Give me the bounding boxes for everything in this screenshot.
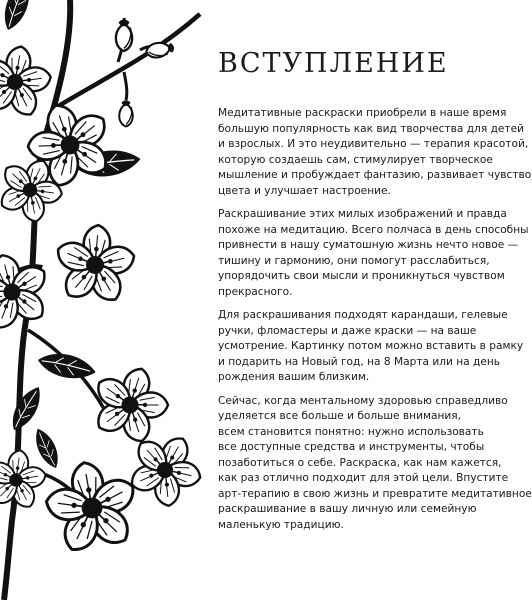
text-line: рождения вашим близким. (218, 371, 370, 383)
paragraph-4 (218, 394, 532, 534)
text-line: похоже на медитацию. Всего полчаса в день способны (218, 223, 529, 236)
text-line: Сейчас, когда ментальному здоровью справедливо (218, 394, 508, 407)
paragraph-1 (218, 106, 532, 199)
text-line: большую популярность как вид творчества для детей (218, 122, 524, 135)
blossom-branch-illustration (0, 0, 205, 600)
body-text (218, 106, 532, 541)
text-line: и подарить на Новый год, на 8 Марта или на день (218, 355, 501, 368)
text-line: тишину и гармонию, они помогут расслабиться, (218, 254, 490, 267)
text-line: упорядочить свои мысли и проникнуться чувством (218, 270, 505, 282)
text-line: Медитативные раскраски приобрели в наше время (218, 107, 507, 119)
page-title: ВСТУПЛЕНИЕ (218, 48, 449, 79)
text-line: уделяется все больше и больше внимания, (218, 410, 462, 422)
text-line: арт-терапию в свою жизнь и превратите медитативное (218, 487, 532, 500)
text-line: цвета и улучшает настроение. (218, 184, 391, 197)
text-line: Раскрашивание этих милых изображений и правда (218, 208, 507, 220)
text-line: раскрашивание в вашу личную или семейную (218, 503, 477, 515)
text-line: привнести в нашу суматошную жизнь нечто новое — (218, 239, 519, 251)
text-line: которую создаешь сам, стимулирует творческое (218, 153, 493, 166)
text-line: мышление и пробуждает фантазию, развивает чувство (218, 169, 532, 181)
text-line: маленькую традицию. (218, 518, 344, 531)
text-line: усмотрение. Картинку потом можно вставить в рамку (218, 340, 524, 352)
paragraph-3 (218, 308, 524, 386)
text-line: и взрослых. И это неудивительно — терапия красотой, (218, 138, 529, 150)
text-line: позаботиться о себе. Раскраска, как нам кажется, (218, 456, 502, 469)
text-line: как раз отлично подходит для этой цели. Впустите (218, 472, 509, 484)
text-line: всем становится понятно: нужно использовать (218, 425, 484, 438)
text-line: Для раскрашивания подходят карандаши, гелевые (218, 309, 508, 321)
text-line: ручки, фломастеры и даже краски — на ваше (218, 324, 477, 337)
text-line: все доступные средства и инструменты, чтобы (218, 441, 485, 453)
text-line: прекрасного. (218, 285, 293, 298)
paragraph-2 (218, 207, 529, 300)
